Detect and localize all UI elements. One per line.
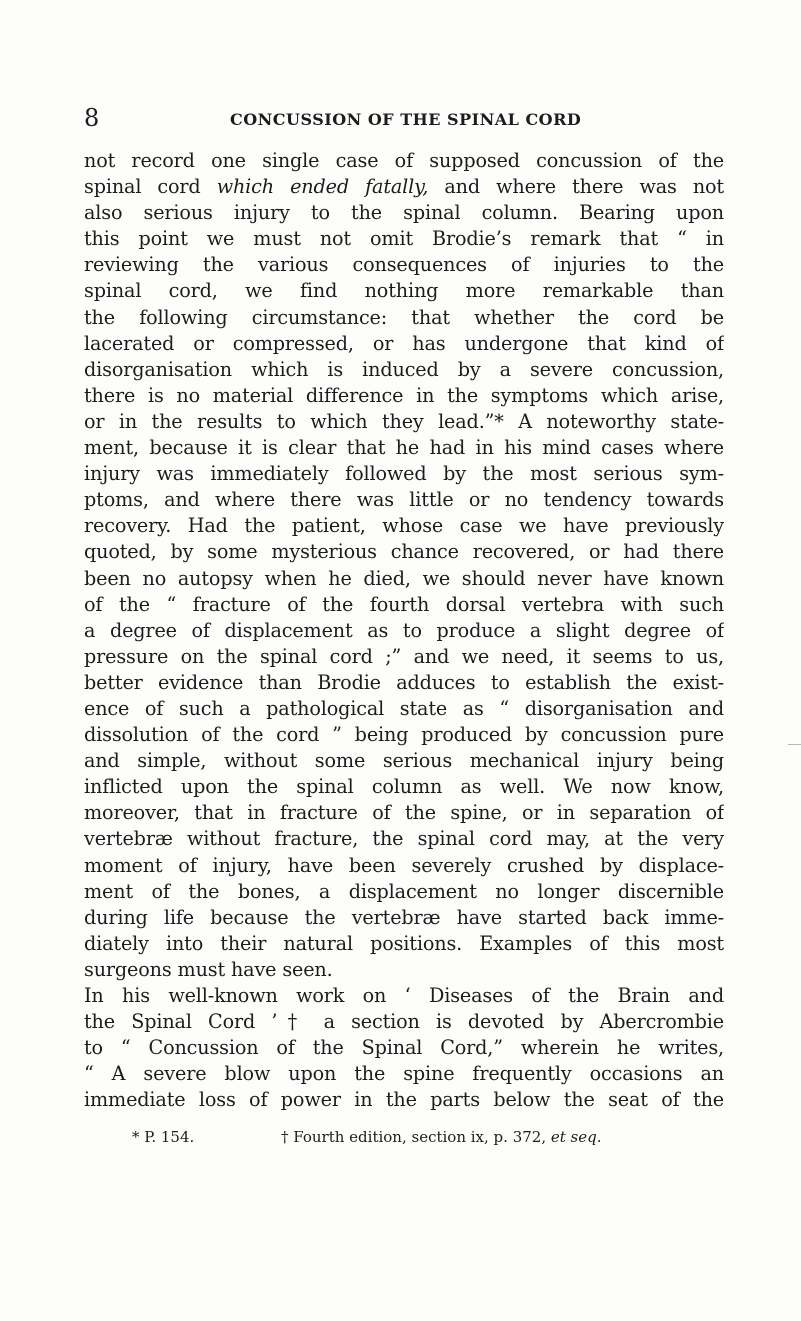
text-line: spinal cord, we find nothing more remarkable than (84, 279, 724, 303)
text-line: ment, because it is clear that he had in his mind cases where (84, 436, 724, 460)
footnote-2-italic: et seq. (550, 1128, 602, 1146)
text-line: this point we must not omit Brodie’s remark that “ in (84, 227, 724, 251)
footnotes (132, 1126, 732, 1148)
text-line: ment of the bones, a displacement no longer discernible (84, 879, 724, 903)
text-line: recovery. Had the patient, whose case we have previously (84, 514, 724, 538)
text-line-paragraph-start: In his well-known work on ‘ Diseases of the Brain and (84, 984, 724, 1007)
text-line: to “ Concussion of the Spinal Cord,” wherein he writes, (84, 1036, 724, 1060)
text-line: vertebræ without fracture, the spinal cord may, at the very (84, 827, 724, 851)
text-line: lacerated or compressed, or has undergone that kind of (84, 331, 724, 355)
running-head: CONCUSSION OF THE SPINAL CORD (230, 110, 582, 129)
text-line: immediate loss of power in the parts below the seat of the (84, 1088, 724, 1112)
text-line: moment of injury, have been severely crushed by displace- (84, 853, 724, 877)
page-header (84, 104, 724, 132)
text-segment: spinal cord (84, 175, 217, 199)
footnote-2-text: † Fourth edition, section ix, p. 372, (281, 1128, 551, 1146)
text-line: the Spinal Cord ’† a section is devoted by Abercrombie (84, 1010, 724, 1034)
page-number: 8 (84, 104, 100, 132)
text-line: injury was immediately followed by the most serious sym- (84, 462, 724, 486)
text-line: a degree of displacement as to produce a slight degree of (84, 618, 724, 642)
text-line-paragraph-end: surgeons must have seen. (84, 957, 333, 981)
text-line: also serious injury to the spinal column. Bearing upon (84, 201, 724, 225)
text-line: inflicted upon the spinal column as well. We now know, (84, 775, 724, 799)
text-line: pressure on the spinal cord ;” and we need, it seems to us, (84, 644, 724, 668)
text-line: and simple, without some serious mechanical injury being (84, 749, 724, 773)
text-line: reviewing the various consequences of injuries to the (84, 253, 724, 277)
text-line: or in the results to which they lead.”* A noteworthy state- (84, 409, 724, 433)
text-line: been no autopsy when he died, we should never have known (84, 566, 724, 590)
text-line: during life because the vertebræ have started back imme- (84, 905, 724, 929)
text-line: the following circumstance: that whether the cord be (84, 305, 724, 329)
text-segment: and where there was not (428, 175, 724, 199)
footnote-2 (281, 1126, 602, 1148)
text-line: moreover, that in fracture of the spine, or in separation of (84, 801, 724, 825)
text-line-italic-phrase (84, 174, 724, 200)
text-line: there is no material difference in the symptoms which arise, (84, 383, 724, 407)
text-line: quoted, by some mysterious chance recovered, or had there (84, 540, 724, 564)
text-line: ence of such a pathological state as “ disorganisation and (84, 696, 724, 720)
body-text (84, 148, 724, 1113)
footnote-1: * P. 154. (132, 1128, 195, 1146)
text-line: “ A severe blow upon the spine frequently occasions an (84, 1062, 724, 1086)
text-line: not record one single case of supposed concussion of the (84, 149, 724, 172)
text-line: ptoms, and where there was little or no tendency towards (84, 488, 724, 512)
text-line: of the “ fracture of the fourth dorsal vertebra with such (84, 592, 724, 616)
text-line: diately into their natural positions. Examples of this most (84, 931, 724, 955)
italic-phrase: which ended fatally, (216, 175, 429, 199)
text-line: dissolution of the cord ” being produced by concussion pure (84, 723, 724, 747)
text-line: better evidence than Brodie adduces to establish the exist- (84, 670, 724, 694)
margin-mark (788, 744, 801, 745)
text-line: disorganisation which is induced by a severe concussion, (84, 357, 724, 381)
